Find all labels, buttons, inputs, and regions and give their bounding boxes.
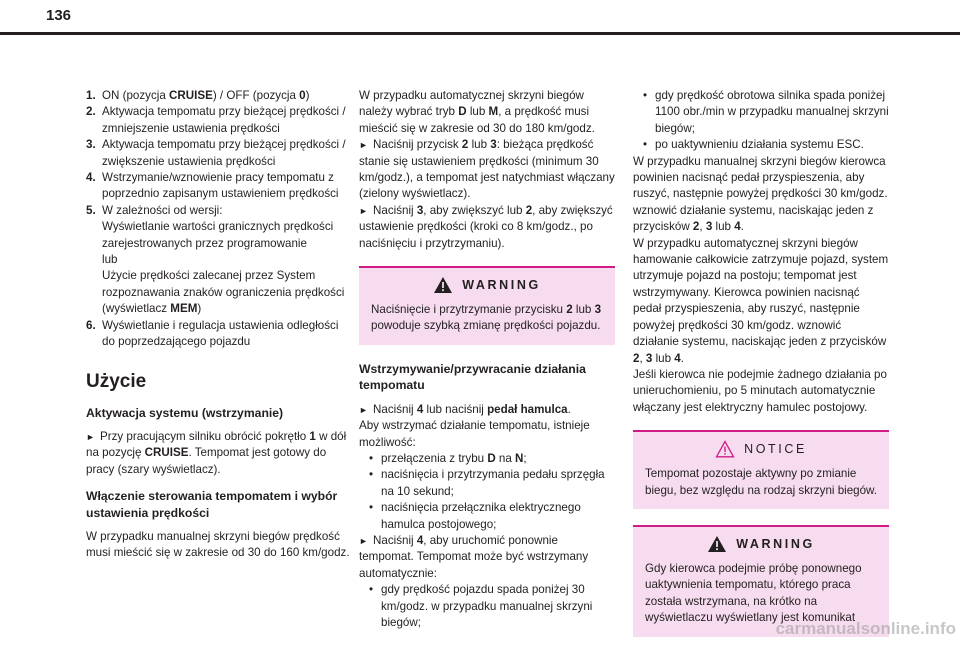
list-item: 6. Wyświetlanie i regulacja ustawienia odległości do poprzedzającego pojazdu <box>86 318 339 349</box>
paragraph: Aby wstrzymać działanie tempomatu, istnieje możliwość: <box>359 419 590 449</box>
header-rule <box>0 32 960 35</box>
list-item: • gdy prędkość obrotowa silnika spada poniżej 1100 obr./min w przypadku manualnej skrzyni biegów; <box>643 88 889 137</box>
bullet-list <box>633 88 889 154</box>
warning-label: WARNING <box>736 536 815 551</box>
list-item: 2. Aktywacja tempomatu przy bieżącej prędkości / zmniejszenie ustawienia prędkości <box>86 105 346 135</box>
list-item: • naciśnięcia i przytrzymania pedału sprzęgła na 10 sekund; <box>369 467 615 500</box>
notice-text: Tempomat pozostaje aktywny po zmianie biegu, bez względu na rodzaj skrzyni biegów. <box>645 467 878 497</box>
list-item: • naciśnięcia przełącznika elektrycznego hamulca postojowego; <box>369 500 615 533</box>
warning-icon <box>433 276 453 294</box>
paragraph: W przypadku manualnej skrzyni biegów kierowca powinien nacisnąć pedał przyspieszenia, aby ruszyć, następnie powyżej prędkości 30 km/godz. wznowić działanie systemu, naciskając jeden z przycisków 2, 3 lub 4. <box>633 154 888 234</box>
list-item: 1. ON (pozycja CRUISE) / OFF (pozycja 0) <box>86 89 310 102</box>
column-1 <box>86 88 351 572</box>
column-2 <box>359 88 615 631</box>
warning-icon <box>707 535 727 553</box>
bullet-list <box>359 582 615 631</box>
notice-box <box>633 430 889 509</box>
warning-label: WARNING <box>462 277 541 292</box>
column-3 <box>633 88 889 637</box>
warning-text: Naciśnięcie i przytrzymanie przycisku 2 lub 3 powoduje szybką zmianę prędkości pojazdu. <box>371 303 602 333</box>
paragraph-activation: ► Przy pracującym silniku obrócić pokrętło 1 w dół na pozycję CRUISE. Tempomat jest gotowy do pracy (szary wyświetlacz). <box>86 429 347 476</box>
warning-box <box>359 266 615 345</box>
notice-label: NOTICE <box>744 441 807 456</box>
paragraph: ► Naciśnij 3, aby zwiększyć lub 2, aby zwiększyć ustawienie prędkości (kroki co 8 km/godz., po naciśnięciu i przytrzymaniu). <box>359 203 613 250</box>
list-item: • przełączenia z trybu D na N; <box>369 451 615 467</box>
warning-text: Gdy kierowca podejmie próbę ponownego uaktywnienia tempomatu, którego praca została wstrzymana, na krótko na wyświetlaczu wyświetlany jest komunikat <box>645 561 862 625</box>
list-item: • po uaktywnieniu działania systemu ESC. <box>643 137 889 153</box>
paragraph: ► Naciśnij przycisk 2 lub 3: bieżąca prędkość stanie się ustawieniem prędkości (minimum 30 km/godz.), a tempomat jest natychmiast włączany (zielony wyświetlacz). <box>359 138 615 201</box>
list-item: 3. Aktywacja tempomatu przy bieżącej prędkości / zwiększenie ustawienia prędkości <box>86 138 346 168</box>
paragraph: W przypadku automatycznej skrzyni biegów hamowanie całkowicie zatrzymuje pojazd, system utrzymuje pojazd na postoju; tempomat jest wstrzymywany. Kierowca powinien nacisnąć pedał przyspieszenia, aby ruszyć, następnie powyżej prędkości 30 km/godz. wznowić działanie systemu, naciskając jeden z przycisków 2, 3 lub 4. <box>633 236 889 365</box>
paragraph: ► Naciśnij 4 lub naciśnij pedał hamulca. <box>359 402 571 416</box>
list-item: • gdy prędkość pojazdu spada poniżej 30 km/godz. w przypadku manualnej skrzyni biegów; <box>369 582 615 631</box>
subheading-pause: Wstrzymywanie/przywracanie działania tempomatu <box>359 361 586 393</box>
list-item: 4. Wstrzymanie/wznowienie pracy tempomatu z poprzednio zapisanym ustawieniem prędkości <box>86 171 339 201</box>
numbered-list <box>86 88 351 351</box>
section-title: Użycie <box>86 370 147 392</box>
subheading-activation: Aktywacja systemu (wstrzymanie) <box>86 405 284 420</box>
subheading-enable: Włączenie sterowania tempomatem i wybór ustawienia prędkości <box>86 489 338 520</box>
list-item: 5. W zależności od wersji: Wyświetlanie wartości granicznych prędkości zarejestrowanych przez programowanie lub Użycie prędkości zalecanej przez System rozpoznawania znaków ograniczenia prędkości (wyświetlacz MEM) <box>86 203 345 316</box>
paragraph: ► Naciśnij 4, aby uruchomić ponownie tempomat. Tempomat może być wstrzymany automatycznie: <box>359 533 589 580</box>
paragraph: W przypadku automatycznej skrzyni biegów należy wybrać tryb D lub M, a prędkość musi mieścić się w zakresie od 30 do 180 km/godz. <box>359 89 595 135</box>
paragraph: Jeśli kierowca nie podejmie żadnego działania po unieruchomieniu, po 5 minutach automatycznie włączany jest elektryczny hamulec postojowy. <box>633 367 887 414</box>
paragraph-enable: W przypadku manualnej skrzyni biegów prędkość musi mieścić się w zakresie od 30 do 160 km/godz. <box>86 529 350 560</box>
watermark: carmanualsonline.info <box>775 619 956 638</box>
page-number: 136 <box>46 7 72 24</box>
bullet-list <box>359 451 615 533</box>
notice-icon <box>715 440 735 458</box>
